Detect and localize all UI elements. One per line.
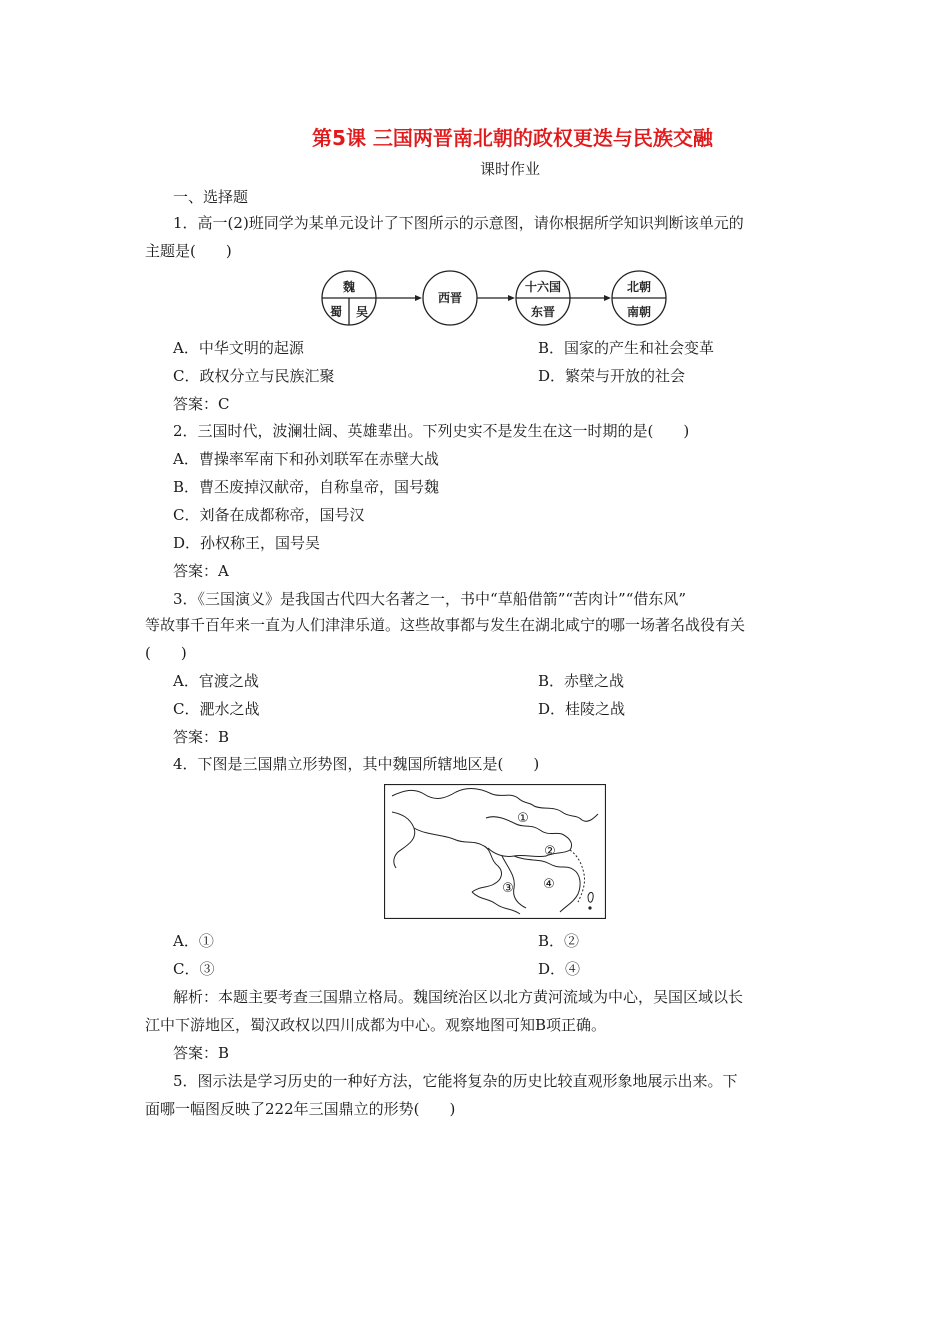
q3-option-d: D．桂陵之战 (538, 700, 626, 718)
q1-option-a: A．中华文明的起源 (173, 339, 304, 357)
q4-analysis-line-2: 江中下游地区，蜀汉政权以四川成都为中心。观察地图可知B项正确。 (145, 1016, 607, 1034)
q3-answer: 答案：B (173, 728, 230, 746)
q2-option-b: B．曹丕废掉汉献帝，自称皇帝，国号魏 (173, 478, 440, 496)
q4-option-c: C．③ (173, 960, 215, 978)
node-label-wei: 魏 (342, 280, 356, 294)
lesson-title: 第5课 三国两晋南北朝的政权更迭与民族交融 (312, 126, 713, 150)
q3-option-b: B．赤壁之战 (538, 672, 625, 690)
node-label-western-jin: 西晋 (437, 291, 463, 305)
node-label-southern-dynasties: 南朝 (626, 305, 652, 319)
q1-answer: 答案：C (173, 395, 230, 413)
map-marker-3: ③ (502, 881, 514, 896)
q2-option-a: A．曹操率军南下和孙刘联军在赤壁大战 (173, 450, 439, 468)
q3-stem-line-1: 3．《三国演义》是我国古代四大名著之一，书中“草船借箭”“苦肉计”“借东风” (173, 590, 687, 608)
q3-stem-line-2: 等故事千百年来一直为人们津津乐道。这些故事都与发生在湖北咸宁的哪一场著名战役有关 (145, 616, 746, 634)
q4-option-d: D．④ (538, 960, 581, 978)
q1-stem-line-2: 主题是( ) (145, 242, 232, 260)
q1-option-c: C．政权分立与民族汇聚 (173, 367, 335, 385)
node-label-shu: 蜀 (329, 305, 343, 319)
q4-option-b: B．② (538, 932, 580, 950)
q4-option-a: A．① (173, 932, 214, 950)
q2-option-c: C．刘备在成都称帝，国号汉 (173, 506, 365, 524)
q4-stem-line-1: 4．下图是三国鼎立形势图，其中魏国所辖地区是( ) (173, 755, 540, 773)
three-kingdoms-map (384, 784, 606, 919)
q3-option-a: A．官渡之战 (173, 672, 259, 690)
map-marker-2: ② (544, 844, 556, 859)
node-label-sixteen-kingdoms: 十六国 (524, 280, 562, 294)
node-label-northern-dynasties: 北朝 (626, 280, 652, 294)
q4-analysis-line-1: 解析：本题主要考查三国鼎立格局。魏国统治区以北方黄河流域为中心，吴国区域以长 (173, 988, 744, 1006)
q2-stem-line-1: 2．三国时代，波澜壮阔、英雄辈出。下列史实不是发生在这一时期的是( ) (173, 422, 690, 440)
q3-stem-line-3: ( ) (145, 644, 187, 662)
section-heading: 一、选择题 (173, 188, 249, 206)
map-marker-1: ① (517, 811, 529, 826)
q2-option-d: D．孙权称王，国号吴 (173, 534, 321, 552)
q1-option-b: B．国家的产生和社会变革 (538, 339, 715, 357)
q5-stem-line-2: 面哪一幅图反映了222年三国鼎立的形势( ) (145, 1100, 456, 1118)
q1-option-d: D．繁荣与开放的社会 (538, 367, 686, 385)
map-marker-4: ④ (543, 877, 555, 892)
q1-stem-line-1: 1．高一(2)班同学为某单元设计了下图所示的示意图，请你根据所学知识判断该单元的 (173, 214, 744, 232)
q2-answer: 答案：A (173, 562, 229, 580)
dynasty-flow-diagram (318, 268, 673, 330)
q3-option-c: C．淝水之战 (173, 700, 260, 718)
node-label-wu: 吴 (355, 305, 369, 319)
node-label-eastern-jin: 东晋 (530, 305, 556, 319)
hainan-dot (588, 906, 591, 909)
lesson-subtitle: 课时作业 (479, 160, 540, 178)
q4-answer: 答案：B (173, 1044, 230, 1062)
q5-stem-line-1: 5．图示法是学习历史的一种好方法，它能将复杂的历史比较直观形象地展示出来。下 (173, 1072, 738, 1090)
